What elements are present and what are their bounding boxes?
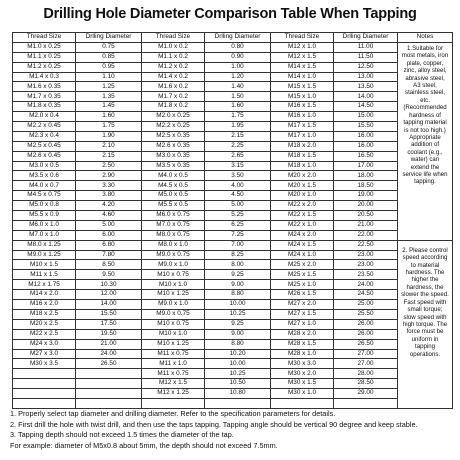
thread-size-cell: M4.5 x 0.75 [13, 191, 76, 201]
thread-size-cell: M25 x 2.0 [271, 260, 334, 270]
thread-size-cell: M1.4 x 0.3 [13, 72, 76, 82]
table-row [13, 329, 453, 339]
drilling-diameter-cell: 5.00 [76, 220, 142, 230]
thread-size-cell: M3.0 x 0.5 [13, 161, 76, 171]
drilling-diameter-cell: 10.80 [205, 389, 271, 399]
drilling-diameter-cell [76, 389, 142, 399]
drilling-diameter-cell: 16.00 [334, 141, 398, 151]
thread-size-cell: M30 x 2.0 [271, 369, 334, 379]
drilling-diameter-cell: 11.00 [334, 42, 398, 52]
drilling-diameter-cell [76, 379, 142, 389]
thread-size-cell: M1.0 x 0.2 [142, 42, 205, 52]
thread-size-cell: M5.5 x 0.5 [142, 201, 205, 211]
thread-size-cell: M2.6 x 0.45 [13, 151, 76, 161]
drilling-diameter-cell: 1.75 [205, 112, 271, 122]
drilling-diameter-cell: 17.00 [334, 161, 398, 171]
thread-size-cell: M27 x 1.5 [271, 309, 334, 319]
thread-size-cell: M1.2 x 0.25 [13, 62, 76, 72]
thread-size-cell: M27 x 1.0 [271, 319, 334, 329]
thread-size-cell: M4.0 x 0.5 [142, 171, 205, 181]
drilling-diameter-cell: 2.50 [76, 161, 142, 171]
thread-size-cell: M12 x 1.0 [271, 42, 334, 52]
thread-size-cell: M22 x 2.0 [271, 201, 334, 211]
drilling-diameter-cell: 16.00 [334, 131, 398, 141]
thread-size-cell: M28 x 1.5 [271, 339, 334, 349]
thread-size-cell [13, 369, 76, 379]
drilling-diameter-cell: 4.60 [76, 211, 142, 221]
thread-size-cell: M1.0 x 0.25 [13, 42, 76, 52]
thread-size-cell: M16 x 1.0 [271, 112, 334, 122]
thread-size-cell: M1.6 x 0.2 [142, 82, 205, 92]
thread-size-cell: M2.2 x 0.45 [13, 122, 76, 132]
footer-line: 2. First drill the hole with twist drill, and then use the taps tapping. Tapping angle should be vertical 90 degree and keep stable. [10, 419, 418, 429]
drilling-diameter-cell: 10.50 [205, 379, 271, 389]
thread-size-cell: M24 x 2.0 [271, 230, 334, 240]
thread-size-cell: M18 x 1.5 [271, 151, 334, 161]
drilling-diameter-cell: 15.00 [334, 112, 398, 122]
table-row [13, 141, 453, 151]
table-row [13, 339, 453, 349]
drilling-diameter-cell: 26.50 [334, 339, 398, 349]
thread-size-cell: M2.5 x 0.45 [13, 141, 76, 151]
thread-size-cell: M18 x 2.0 [271, 141, 334, 151]
thread-size-cell: M15 x 1.5 [271, 82, 334, 92]
thread-size-cell: M10 x 1.25 [142, 339, 205, 349]
thread-size-cell: M28 x 2.0 [271, 329, 334, 339]
thread-size-cell: M30 x 3.0 [271, 359, 334, 369]
table-row [13, 230, 453, 240]
table-row [13, 290, 453, 300]
table-row [13, 112, 453, 122]
thread-size-cell: M9.0 x 0.75 [142, 309, 205, 319]
footer-line: 3. Tapping depth should not exceed 1.5 times the diameter of the tap. [10, 430, 234, 440]
drilling-diameter-cell: 28.00 [334, 369, 398, 379]
thread-size-cell: M22 x 2.5 [13, 329, 76, 339]
thread-size-cell: M9.0 x 1.0 [142, 300, 205, 310]
thread-size-cell: M10 x 1.0 [142, 329, 205, 339]
header-notes: Notes [398, 33, 453, 43]
drilling-diameter-cell: 18.00 [334, 171, 398, 181]
drilling-diameter-cell: 26.00 [334, 329, 398, 339]
drilling-diameter-cell [334, 398, 398, 408]
table-row [13, 42, 453, 52]
thread-size-cell: M8.0 x 0.75 [142, 230, 205, 240]
drilling-diameter-cell: 10.25 [205, 309, 271, 319]
table-row [13, 379, 453, 389]
thread-size-cell: M1.2 x 0.2 [142, 62, 205, 72]
thread-size-cell: M9.0 x 0.75 [142, 250, 205, 260]
drilling-diameter-cell: 1.10 [76, 72, 142, 82]
thread-size-cell: M9.0 x 1.25 [13, 250, 76, 260]
drilling-diameter-cell: 2.15 [76, 151, 142, 161]
drilling-diameter-cell: 19.00 [334, 191, 398, 201]
drilling-diameter-cell: 1.00 [205, 62, 271, 72]
thread-size-cell: M17 x 1.5 [271, 122, 334, 132]
drilling-diameter-cell: 2.90 [76, 171, 142, 181]
thread-size-cell: M2.6 x 0.35 [142, 141, 205, 151]
drilling-diameter-cell: 9.25 [205, 319, 271, 329]
drilling-diameter-cell: 1.25 [76, 82, 142, 92]
drilling-diameter-cell: 14.50 [334, 102, 398, 112]
thread-size-cell: M17 x 1.0 [271, 131, 334, 141]
drilling-diameter-cell: 12.00 [76, 290, 142, 300]
thread-size-cell: M5.5 x 0.9 [13, 211, 76, 221]
drilling-diameter-cell: 4.20 [76, 201, 142, 211]
drilling-diameter-cell: 27.00 [334, 349, 398, 359]
thread-size-cell: M8.0 x 1.0 [142, 240, 205, 250]
drilling-diameter-cell: 5.25 [205, 211, 271, 221]
drilling-diameter-cell: 13.50 [334, 82, 398, 92]
thread-size-cell: M2.0 x 0.25 [142, 112, 205, 122]
table-row [13, 389, 453, 399]
table-row [13, 181, 453, 191]
table-row [13, 250, 453, 260]
thread-size-cell: M18 x 1.0 [271, 161, 334, 171]
thread-size-cell: M24 x 3.0 [13, 339, 76, 349]
thread-size-cell: M24 x 1.0 [271, 250, 334, 260]
thread-size-cell [13, 379, 76, 389]
drilling-diameter-cell: 1.45 [76, 102, 142, 112]
drilling-diameter-cell: 6.80 [76, 240, 142, 250]
table-row [13, 349, 453, 359]
thread-size-cell: M1.7 x 0.35 [13, 92, 76, 102]
drilling-diameter-cell: 12.50 [334, 62, 398, 72]
table-row [13, 151, 453, 161]
thread-size-cell: M10 x 1.25 [142, 290, 205, 300]
table-row [13, 359, 453, 369]
thread-size-cell: M10 x 0.75 [142, 319, 205, 329]
drilling-diameter-cell: 1.40 [205, 82, 271, 92]
table-header-row [13, 33, 453, 43]
thread-size-cell: M3.5 x 0.6 [13, 171, 76, 181]
drilling-diameter-cell: 8.50 [76, 260, 142, 270]
table-row [13, 161, 453, 171]
thread-size-cell [142, 398, 205, 408]
table-row [13, 280, 453, 290]
drilling-diameter-cell: 8.80 [205, 290, 271, 300]
table-row [13, 92, 453, 102]
drilling-diameter-cell: 28.50 [334, 379, 398, 389]
table-row [13, 309, 453, 319]
table-row [13, 171, 453, 181]
drilling-diameter-cell: 3.50 [205, 171, 271, 181]
thread-size-cell: M5.0 x 0.5 [142, 191, 205, 201]
drilling-diameter-cell: 14.00 [76, 300, 142, 310]
notes-cell-2: 2. Please control speed according to material hardness. The higher the hardness, the slower the speed. Fast speed with small torque; slow speed with high torque. The force must be uniform in tapping operations. [398, 240, 453, 408]
drilling-diameter-cell: 24.00 [76, 349, 142, 359]
drilling-diameter-cell: 15.50 [76, 309, 142, 319]
thread-size-cell: M14 x 1.5 [271, 62, 334, 72]
thread-size-cell: M10 x 0.75 [142, 270, 205, 280]
drilling-diameter-cell: 3.15 [205, 161, 271, 171]
thread-size-cell [13, 389, 76, 399]
drilling-diameter-cell: 5.00 [205, 201, 271, 211]
thread-size-cell: M18 x 2.5 [13, 309, 76, 319]
drilling-diameter-cell: 22.50 [334, 240, 398, 250]
drilling-diameter-cell: 2.10 [76, 141, 142, 151]
thread-size-cell: M12 x 1.5 [271, 52, 334, 62]
table-body [13, 42, 453, 408]
table-row [13, 319, 453, 329]
thread-size-cell: M6.0 x 1.0 [13, 220, 76, 230]
drilling-diameter-cell: 21.00 [76, 339, 142, 349]
drilling-diameter-cell: 21.00 [334, 220, 398, 230]
drilling-diameter-cell: 6.25 [205, 220, 271, 230]
table-row [13, 191, 453, 201]
thread-size-cell: M12 x 1.25 [142, 389, 205, 399]
thread-size-cell: M1.8 x 0.2 [142, 102, 205, 112]
drilling-diameter-cell: 3.80 [76, 191, 142, 201]
thread-size-cell: M11 x 1.0 [142, 359, 205, 369]
drilling-diameter-cell: 0.80 [205, 42, 271, 52]
thread-size-cell: M12 x 1.5 [142, 379, 205, 389]
table-row [13, 240, 453, 250]
notes-cell-1: 1.Suitable for most metals, iron plate, copper, zinc, alloy steel, abrasive steel, A3 steel, stainless steel, etc.(Recommended hardness of tapping material is not too high.) Appropriate addition of coolant (e.g., water) can extend the service life when tapping. [398, 42, 453, 240]
drilling-diameter-cell: 8.00 [205, 260, 271, 270]
thread-size-cell: M20 x 2.5 [13, 319, 76, 329]
thread-size-cell: M11 x 0.75 [142, 369, 205, 379]
thread-size-cell: M16 x 1.5 [271, 102, 334, 112]
drilling-diameter-cell: 16.50 [334, 151, 398, 161]
drilling-diameter-cell: 15.50 [334, 122, 398, 132]
thread-size-cell: M7.0 x 0.75 [142, 220, 205, 230]
drilling-diameter-cell: 8.80 [205, 339, 271, 349]
drilling-diameter-cell: 26.50 [76, 359, 142, 369]
drilling-diameter-table [12, 32, 453, 409]
header-drilling-diameter-3: Drlling Diameter [334, 33, 398, 43]
drilling-diameter-cell: 10.00 [205, 300, 271, 310]
thread-size-cell: M6.0 x 0.75 [142, 211, 205, 221]
thread-size-cell: M11 x 0.75 [142, 349, 205, 359]
table-row [13, 72, 453, 82]
drilling-diameter-cell: 19.50 [76, 329, 142, 339]
drilling-diameter-cell: 9.50 [76, 270, 142, 280]
header-drilling-diameter-2: Drlling Diameter [205, 33, 271, 43]
drilling-diameter-cell: 4.50 [205, 191, 271, 201]
drilling-diameter-cell: 10.25 [205, 369, 271, 379]
table-row [13, 131, 453, 141]
drilling-diameter-cell: 20.00 [334, 201, 398, 211]
thread-size-cell: M10 x 1.5 [13, 260, 76, 270]
header-drilling-diameter-1: Drlling Diameter [76, 33, 142, 43]
drilling-diameter-cell: 0.95 [76, 62, 142, 72]
thread-size-cell: M15 x 1.0 [271, 92, 334, 102]
thread-size-cell: M16 x 2.0 [13, 300, 76, 310]
drilling-diameter-cell: 6.00 [76, 230, 142, 240]
table-row [13, 398, 453, 408]
thread-size-cell: M30 x 1.0 [271, 389, 334, 399]
drilling-diameter-cell: 4.00 [205, 181, 271, 191]
drilling-diameter-cell: 27.00 [334, 359, 398, 369]
thread-size-cell: M20 x 1.5 [271, 181, 334, 191]
thread-size-cell: M27 x 2.0 [271, 300, 334, 310]
drilling-diameter-cell [205, 398, 271, 408]
thread-size-cell: M26 x 1.5 [271, 290, 334, 300]
drilling-diameter-cell: 8.25 [205, 250, 271, 260]
drilling-diameter-cell [76, 369, 142, 379]
thread-size-cell: M14 x 2.0 [13, 290, 76, 300]
thread-size-cell: M24 x 1.5 [271, 240, 334, 250]
footer-instructions [10, 409, 450, 451]
drilling-diameter-cell: 25.50 [334, 309, 398, 319]
thread-size-cell: M20 x 2.0 [271, 171, 334, 181]
drilling-diameter-cell: 25.00 [334, 300, 398, 310]
drilling-diameter-cell: 1.60 [205, 102, 271, 112]
thread-size-cell: M25 x 1.0 [271, 280, 334, 290]
drilling-diameter-cell: 10.20 [205, 349, 271, 359]
page-title: Drilling Hole Diameter Comparison Table When Tapping [43, 6, 417, 22]
drilling-diameter-cell: 17.50 [76, 319, 142, 329]
thread-size-cell: M14 x 1.0 [271, 72, 334, 82]
thread-size-cell: M1.1 x 0.2 [142, 52, 205, 62]
footer-line: For example: diameter of M5x0.8 about 5mm, the depth should not exceed 7.5mm. [10, 440, 278, 450]
table-row [13, 211, 453, 221]
thread-size-cell: M30 x 3.5 [13, 359, 76, 369]
table-row [13, 260, 453, 270]
thread-size-cell: M3.5 x 0.35 [142, 161, 205, 171]
drilling-diameter-cell: 26.00 [334, 319, 398, 329]
thread-size-cell: M3.0 x 0.35 [142, 151, 205, 161]
drilling-diameter-cell: 23.00 [334, 250, 398, 260]
thread-size-cell: M10 x 1.0 [142, 280, 205, 290]
drilling-diameter-cell: 1.35 [76, 92, 142, 102]
drilling-diameter-cell: 9.00 [205, 329, 271, 339]
header-thread-size-2: Thread Size [142, 33, 205, 43]
drilling-diameter-cell: 20.50 [334, 211, 398, 221]
thread-size-cell: M27 x 3.0 [13, 349, 76, 359]
drilling-diameter-cell: 2.15 [205, 131, 271, 141]
table-row [13, 220, 453, 230]
thread-size-cell: M1.4 x 0.2 [142, 72, 205, 82]
thread-size-cell: M20 x 1.0 [271, 191, 334, 201]
drilling-diameter-cell: 24.00 [334, 280, 398, 290]
thread-size-cell: M1.8 x 0.35 [13, 102, 76, 112]
drilling-diameter-cell: 13.00 [334, 72, 398, 82]
drilling-diameter-cell: 1.95 [205, 122, 271, 132]
thread-size-cell: M2.0 x 0.4 [13, 112, 76, 122]
drilling-diameter-cell: 11.50 [334, 52, 398, 62]
thread-size-cell: M30 x 1.5 [271, 379, 334, 389]
thread-size-cell: M12 x 1.75 [13, 280, 76, 290]
drilling-diameter-cell: 1.50 [205, 92, 271, 102]
table-row [13, 82, 453, 92]
header-thread-size-3: Thread Size [271, 33, 334, 43]
thread-size-cell [271, 398, 334, 408]
thread-size-cell: M8.0 x 1.25 [13, 240, 76, 250]
drilling-diameter-cell: 10.00 [205, 359, 271, 369]
drilling-diameter-cell: 1.75 [76, 122, 142, 132]
footer-line: 1. Properly select tap diameter and drilling diameter. Refer to the specification parameters for details. [10, 409, 336, 418]
drilling-diameter-cell: 0.90 [205, 52, 271, 62]
thread-size-cell: M4.5 x 0.5 [142, 181, 205, 191]
drilling-diameter-cell: 2.65 [205, 151, 271, 161]
table-row [13, 369, 453, 379]
thread-size-cell: M1.6 x 0.35 [13, 82, 76, 92]
thread-size-cell: M7.0 x 1.0 [13, 230, 76, 240]
thread-size-cell: M2.3 x 0.4 [13, 131, 76, 141]
drilling-diameter-cell: 0.85 [76, 52, 142, 62]
thread-size-cell: M1.1 x 0.25 [13, 52, 76, 62]
drilling-diameter-cell: 9.25 [205, 270, 271, 280]
table-row [13, 122, 453, 132]
drilling-diameter-cell: 7.80 [76, 250, 142, 260]
drilling-diameter-cell: 1.20 [205, 72, 271, 82]
drilling-diameter-cell: 7.25 [205, 230, 271, 240]
drilling-diameter-cell: 23.50 [334, 270, 398, 280]
thread-size-cell: M22 x 1.5 [271, 211, 334, 221]
table-row [13, 270, 453, 280]
thread-size-cell: M4.0 x 0.7 [13, 181, 76, 191]
thread-size-cell: M5.0 x 0.8 [13, 201, 76, 211]
thread-size-cell: M25 x 1.5 [271, 270, 334, 280]
thread-size-cell: M28 x 1.0 [271, 349, 334, 359]
drilling-diameter-cell: 2.25 [205, 141, 271, 151]
drilling-diameter-cell: 24.50 [334, 290, 398, 300]
drilling-diameter-cell [76, 398, 142, 408]
table-row [13, 201, 453, 211]
drilling-diameter-cell: 14.00 [334, 92, 398, 102]
drilling-diameter-cell: 7.00 [205, 240, 271, 250]
drilling-diameter-cell: 0.75 [76, 42, 142, 52]
drilling-diameter-cell: 18.50 [334, 181, 398, 191]
thread-size-cell: M9.0 x 1.0 [142, 260, 205, 270]
table-row [13, 102, 453, 112]
thread-size-cell [13, 398, 76, 408]
thread-size-cell: M2.5 x 0.35 [142, 131, 205, 141]
drilling-diameter-cell: 1.90 [76, 131, 142, 141]
table-row [13, 300, 453, 310]
drilling-diameter-cell: 3.30 [76, 181, 142, 191]
thread-size-cell: M1.7 x 0.2 [142, 92, 205, 102]
thread-size-cell: M2.2 x 0.25 [142, 122, 205, 132]
table-row [13, 62, 453, 72]
drilling-diameter-cell: 29.00 [334, 389, 398, 399]
thread-size-cell: M22 x 1.0 [271, 220, 334, 230]
header-thread-size-1: Thread Size [13, 33, 76, 43]
drilling-diameter-cell: 23.00 [334, 260, 398, 270]
drilling-diameter-cell: 22.00 [334, 230, 398, 240]
thread-size-cell: M11 x 1.5 [13, 270, 76, 280]
table-row [13, 52, 453, 62]
drilling-diameter-cell: 9.00 [205, 280, 271, 290]
drilling-diameter-cell: 1.60 [76, 112, 142, 122]
drilling-diameter-cell: 10.30 [76, 280, 142, 290]
